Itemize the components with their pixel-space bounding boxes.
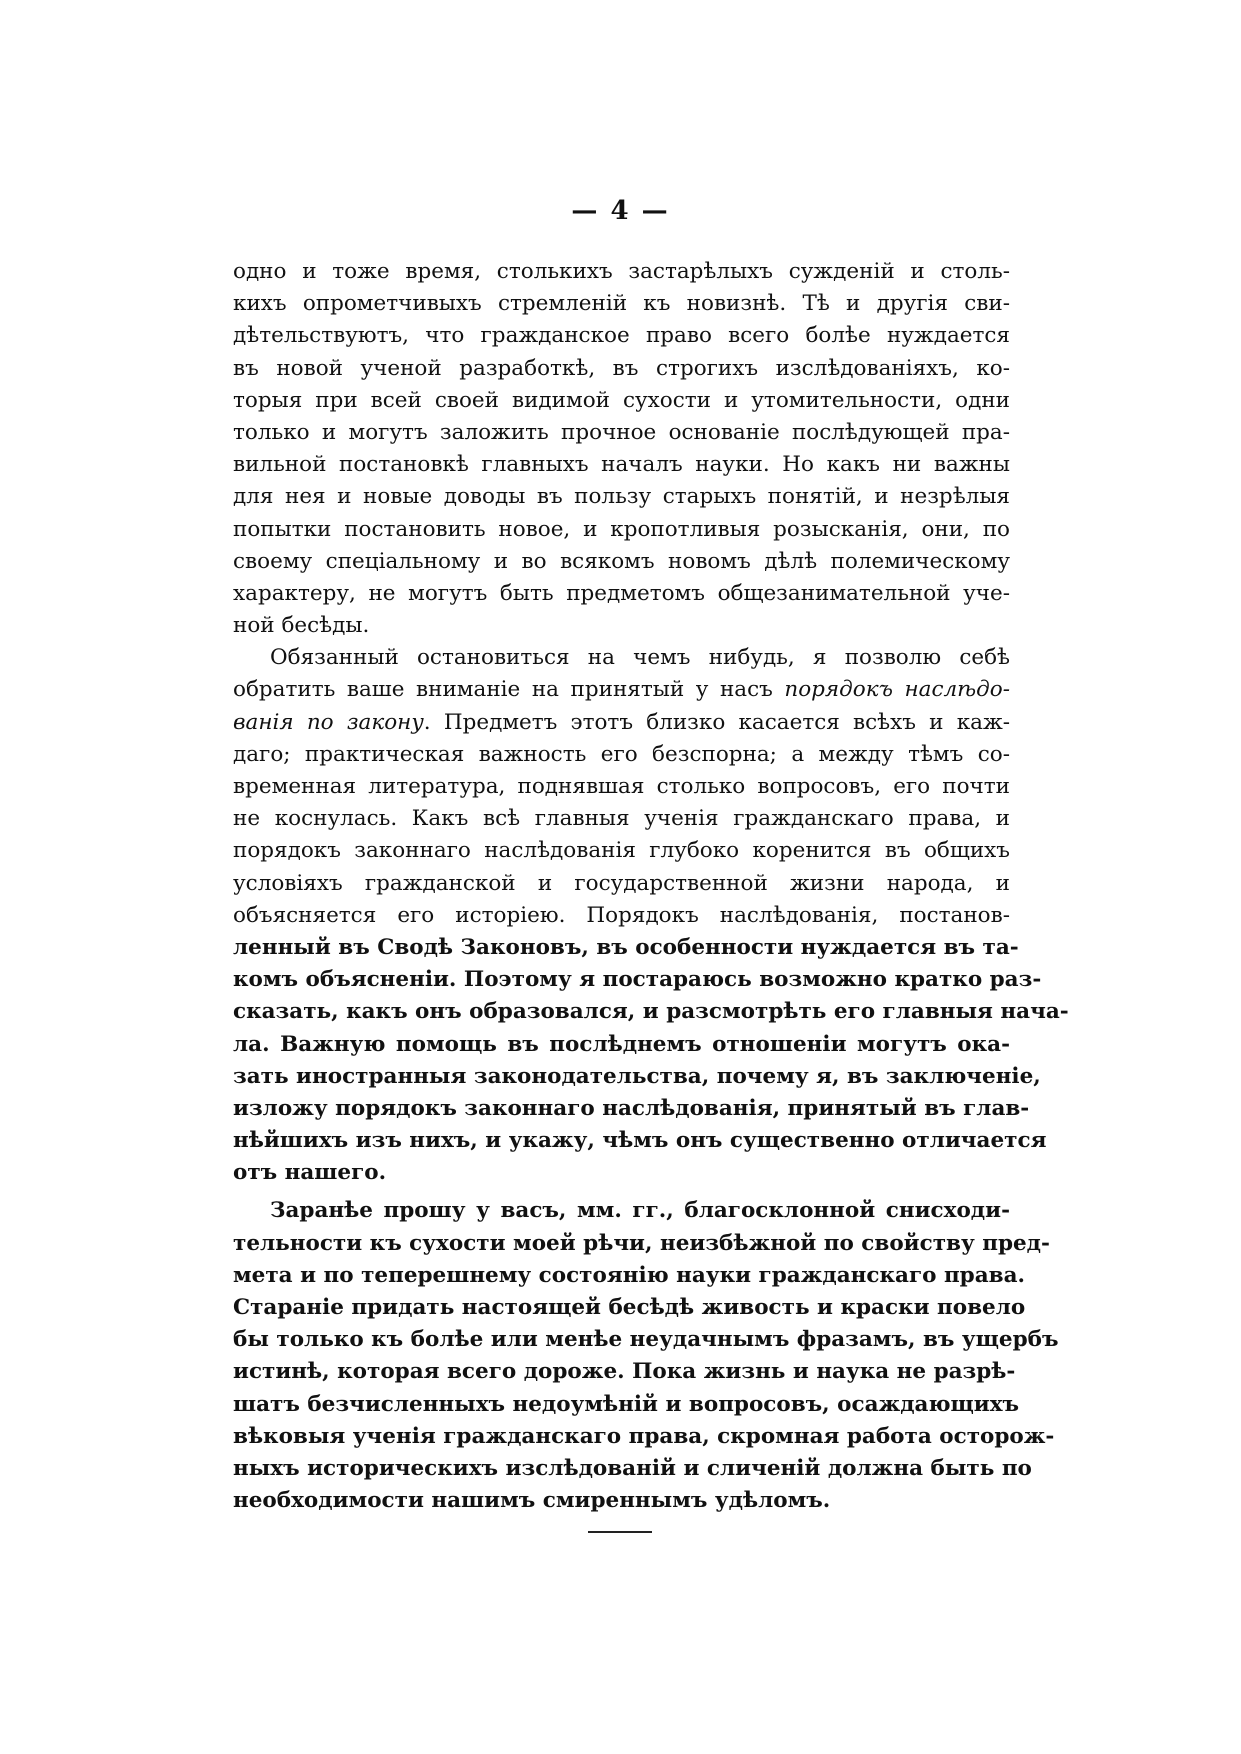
text-line: порядокъ законнаго наслѣдованія глубоко коренится въ общихъ [233,838,1010,864]
text-line: торыя при всей своей видимой сухости и утомительности, одни [233,387,1010,413]
text-line: мета и по теперешнему состоянію науки гражданскаго права. [233,1262,1026,1288]
text-line: въ новой ученой разработкѣ, въ строгихъ изслѣдованіяхъ, ко- [233,355,1010,381]
text-line-mixed [233,707,1010,739]
text-run: . Предметъ этотъ близко касается всѣхъ и каж- [423,709,1011,735]
text-line: бы только къ болѣе или менѣе неудачнымъ фразамъ, въ ущербъ [233,1327,1059,1353]
text-line: вѣковыя ученія гражданскаго права, скромная работа осторож- [233,1423,1055,1449]
text-line: Стараніе придать настоящей бесѣдѣ живость и краски повело [233,1295,1026,1320]
text-line: только и могутъ заложить прочное основаніе послѣдующей пра- [233,419,1010,445]
page-number: — 4 — [571,196,670,226]
text-line: нѣйшихъ изъ нихъ, и укажу, чѣмъ онъ существенно отличается [233,1128,1047,1154]
text-line: истинѣ, которая всего дороже. Пока жизнь и наука не разрѣ- [233,1359,1016,1385]
text-line: шатъ безчисленныхъ недоумѣній и вопросовъ, осаждающихъ [233,1391,1020,1417]
text-line: вильной постановкѣ главныхъ началъ науки. Но какъ ни важны [233,452,1010,478]
body-text [233,256,1069,1517]
text-line: даго; практическая важность его безспорна; а между тѣмъ со- [233,741,1010,767]
text-line: объясняется его исторіею. Порядокъ наслѣдованія, постанов- [233,902,1010,928]
text-run: обратить ваше вниманіе на принятый у насъ [233,677,773,703]
text-line: для нея и новые доводы въ пользу старыхъ понятій, и незрѣлыя [233,484,1010,510]
italic-term: порядокъ наслѣдо- [784,677,1010,703]
text-line: условіяхъ гражданской и государственной жизни народа, и [233,870,1010,896]
text-line: одно и тоже время, столькихъ застарѣлыхъ сужденій и столь- [233,259,1010,284]
text-line: попытки постановить новое, и кропотливыя розысканія, они, по [233,516,1010,542]
text-line: необходимости нашимъ смиреннымъ удѣломъ. [233,1488,831,1514]
text-line: ныхъ историческихъ изслѣдованій и сличеній должна быть по [233,1455,1032,1481]
text-line: своему спеціальному и во всякомъ новомъ дѣлѣ полемическому [233,548,1010,574]
text-line-mixed [233,674,1010,706]
text-line: отъ нашего. [233,1160,387,1186]
text-line: дѣтельствуютъ, что гражданское право всего болѣе нуждается [233,323,1010,349]
text-line: тельности къ сухости моей рѣчи, неизбѣжной по свойству пред- [233,1230,1050,1256]
text-line: не коснулась. Какъ всѣ главныя ученія гражданскаго права, и [233,806,1010,832]
text-line: кихъ опрометчивыхъ стремленій къ новизнѣ. Тѣ и другія сви- [233,291,1010,317]
text-line: зать иностранныя законодательства, почему я, въ заключеніе, [233,1063,1041,1089]
text-line: временная литература, поднявшая столько вопросовъ, его почти [233,774,1010,799]
text-line: характеру, не могутъ быть предметомъ общезанимательной уче- [233,580,1010,606]
text-line: Обязанный остановиться на чемъ нибудь, я позволю себѣ [270,645,1010,671]
text-line: сказать, какъ онъ образовался, и разсмотрѣть его главныя нача- [233,999,1069,1025]
text-line: изложу порядокъ законнаго наслѣдованія, принятый въ глав- [233,1095,1030,1121]
end-rule-ornament [588,1531,652,1533]
text-line: комъ объясненіи. Поэтому я постараюсь возможно кратко раз- [233,967,1042,993]
text-line: ленный въ Сводѣ Законовъ, въ особенности нуждается въ та- [233,934,1019,960]
text-line: ной бесѣды. [233,613,370,639]
text-line: Заранѣе прошу у васъ, мм. гг., благосклонной снисходи- [270,1198,1010,1224]
text-line: ла. Важную помощь въ послѣднемъ отношеніи могутъ ока- [233,1031,1010,1057]
italic-term: ванія по закону [233,709,424,735]
